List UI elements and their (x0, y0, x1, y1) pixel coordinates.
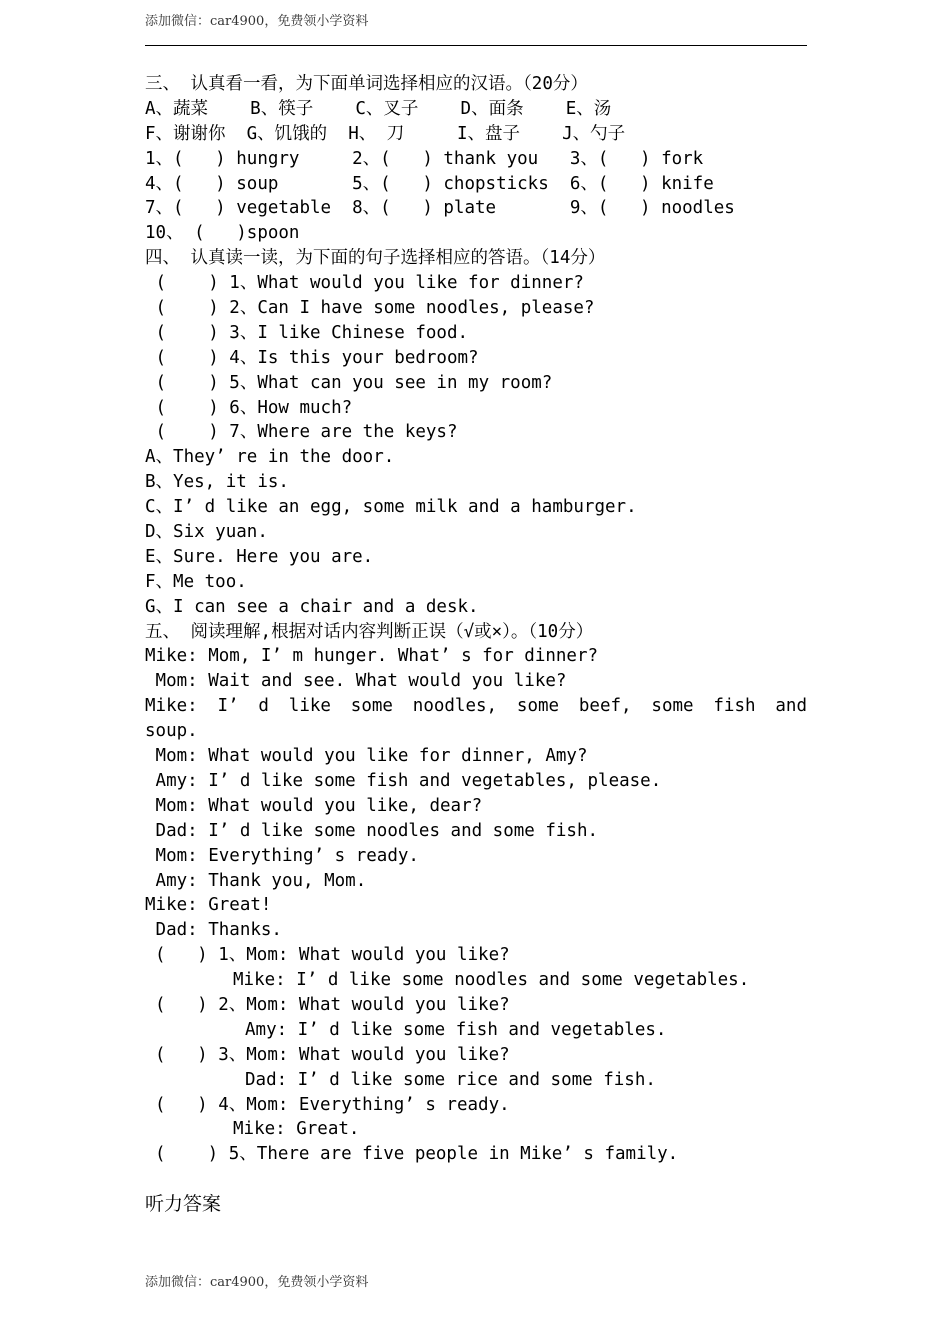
dialogue-line: Mike: Great! (145, 895, 272, 916)
dialogue-line: Dad: I’ d like some noodles and some fish. (145, 820, 599, 841)
section4-question: ( ) 4、Is this your bedroom? (145, 347, 479, 368)
dialogue-line: soup. (145, 721, 198, 742)
dialogue-line: Mom: What would you like for dinner, Amy? (145, 746, 588, 767)
judgment-question: ( ) 1、Mom: What would you like? (155, 945, 510, 966)
spacer (145, 1167, 807, 1192)
dialogue-line: Mom: Everything’ s ready. (145, 845, 419, 866)
judgment-reply: Mike: I’ d like some noodles and some vegetables. (233, 970, 750, 991)
header-rule (145, 45, 807, 46)
judgment-reply: Mike: Great. (233, 1119, 360, 1140)
judgment-question: ( ) 3、Mom: What would you like? (155, 1044, 510, 1065)
dialogue-line: Mike: I’ d like some noodles, some beef, some fish and (145, 696, 807, 717)
section4-answer: E、Sure. Here you are. (145, 546, 374, 567)
section4-question: ( ) 1、What would you like for dinner? (145, 273, 584, 294)
judgment-question: ( ) 4、Mom: Everything’ s ready. (155, 1094, 510, 1115)
section4-question: ( ) 2、Can I have some noodles, please? (145, 298, 595, 319)
dialogue-line: Dad: Thanks. (145, 920, 282, 941)
section4-question: ( ) 3、I like Chinese food. (145, 322, 469, 343)
judgment-reply: Dad: I’ d like some rice and some fish. (245, 1069, 656, 1090)
section3-item-row: 4、( ) soup 5、( ) chopsticks 6、( ) knife (145, 173, 714, 194)
dialogue-line: Amy: I’ d like some fish and vegetables, please. (145, 770, 662, 791)
dialogue-line: Mike: Mom, I’ m hunger. What’ s for dinner? (145, 646, 599, 667)
dialogue-line: Amy: Thank you, Mom. (145, 870, 367, 891)
section5-title: 五、 阅读理解,根据对话内容判断正误（√或×）。（10分） (145, 621, 594, 642)
section3-item-row: 10、 ( )spoon (145, 223, 300, 244)
judgment-question: ( ) 5、There are five people in Mike’ s family. (155, 1144, 679, 1165)
dialogue-line: Mom: What would you like, dear? (145, 795, 483, 816)
section4-answer: D、Six yuan. (145, 522, 268, 543)
section3-options-row: F、谢谢你 G、饥饿的 H、 刀 I、盘子 J、勺子 (145, 123, 626, 144)
section4-answer: C、I’ d like an egg, some milk and a hamburger. (145, 497, 637, 518)
section4-answer: B、Yes, it is. (145, 472, 289, 493)
judgment-reply: Amy: I’ d like some fish and vegetables. (245, 1019, 667, 1040)
section4-question: ( ) 6、How much? (145, 397, 353, 418)
dialogue-line: Mom: Wait and see. What would you like? (145, 671, 567, 692)
section3-item-row: 7、( ) vegetable 8、( ) plate 9、( ) noodles (145, 198, 735, 219)
page-footer: 添加微信：car4900，免费领小学资料 (145, 1275, 369, 1290)
section3-title: 三、 认真看一看，为下面单词选择相应的汉语。（20分） (145, 74, 588, 94)
listening-answers-title: 听力答案 (145, 1193, 222, 1216)
page-header: 添加微信：car4900，免费领小学资料 (145, 14, 369, 29)
section4-answer: G、I can see a chair and a desk. (145, 596, 479, 617)
section4-answer: F、Me too. (145, 571, 247, 592)
worksheet-content (145, 72, 807, 1217)
section3-item-row: 1、( ) hungry 2、( ) thank you 3、( ) fork (145, 148, 704, 169)
section4-question: ( ) 5、What can you see in my room? (145, 372, 553, 393)
section4-question: ( ) 7、Where are the keys? (145, 422, 458, 443)
section3-options-row: A、蔬菜 B、筷子 C、叉子 D、面条 E、汤 (145, 98, 612, 119)
judgment-question: ( ) 2、Mom: What would you like? (155, 994, 510, 1015)
section4-answer: A、They’ re in the door. (145, 447, 395, 468)
section4-title: 四、 认真读一读，为下面的句子选择相应的答语。（14分） (145, 248, 606, 269)
